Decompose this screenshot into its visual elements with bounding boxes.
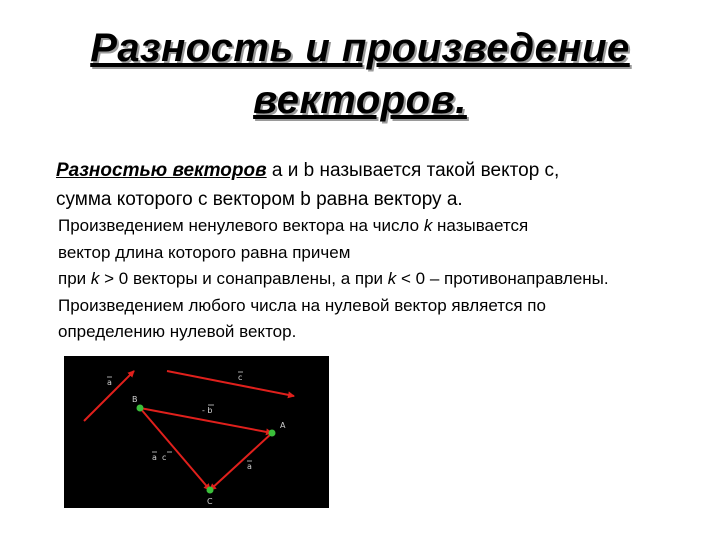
k-symbol: k (90, 269, 100, 288)
difference-definition-line-1 (56, 160, 559, 182)
label-point-a: A (280, 421, 286, 430)
product-definition-line-1 (58, 216, 528, 236)
title-line-2: векторов. (253, 78, 467, 122)
slide-title (0, 22, 720, 126)
vector-c-side (140, 408, 210, 490)
point-b (137, 405, 144, 412)
label-point-c: C (207, 497, 213, 506)
diagram-svg (64, 356, 329, 508)
vector-c-free (167, 371, 294, 396)
title-line-1: Разность и произведение (90, 26, 630, 70)
product-definition-line-5: определению нулевой вектор. (58, 322, 297, 341)
label-vec-a-lower: a (247, 462, 252, 471)
k-symbol: k (387, 269, 397, 288)
point-a (269, 430, 276, 437)
label-minus-b: - b (202, 406, 213, 415)
product-line-1-start: Произведением ненулевого вектора на число (58, 216, 424, 235)
label-point-b: B (132, 395, 138, 404)
product-line-1-end: называется (432, 216, 529, 235)
product-line-3-start: при (58, 269, 91, 288)
label-sum: a c (152, 453, 167, 462)
product-definition-line-2: вектор длина которого равна причем (58, 243, 351, 262)
product-definition-line-3 (58, 269, 609, 289)
difference-definition-text: a и b называется такой вектор c, (266, 160, 560, 181)
vector-difference-diagram (64, 356, 329, 508)
difference-term: Разностью векторов (56, 160, 267, 181)
product-definition-line-4: Произведением любого числа на нулевой вектор является по (58, 296, 546, 315)
vector-a-side (210, 433, 272, 490)
label-vec-a: a (107, 378, 112, 387)
point-c (207, 487, 214, 494)
k-symbol: k (423, 216, 433, 235)
product-line-3-middle: > 0 векторы и сонаправлены, а при (99, 269, 388, 288)
label-vec-c: c (238, 373, 243, 382)
product-line-3-end: < 0 – противонаправлены. (396, 269, 609, 288)
difference-definition-line-2: сумма которого с вектором b равна вектору a. (56, 189, 463, 210)
